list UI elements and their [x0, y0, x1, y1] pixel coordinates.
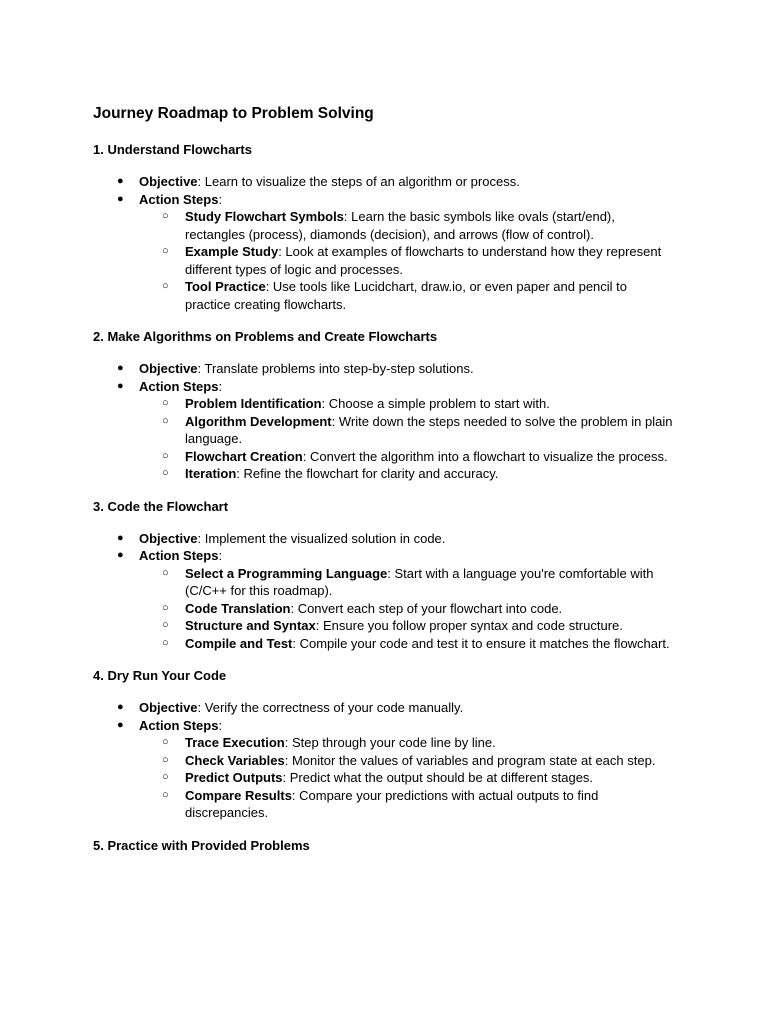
circle-bullet-icon: ○	[162, 245, 169, 257]
action-steps-item	[93, 717, 676, 822]
objective-text: : Translate problems into step-by-step solutions.	[197, 361, 474, 376]
step-text: : Compare your predictions with actual outputs to find discrepancies.	[185, 787, 599, 820]
section-heading: 3. Code the Flowchart	[93, 498, 229, 514]
circle-bullet-icon: ○	[162, 771, 169, 783]
objective-label: Objective	[139, 700, 198, 715]
circle-bullet-icon: ○	[162, 397, 169, 409]
step-text: : Look at examples of flowcharts to understand how they represent different types of logic and processes.	[185, 244, 662, 277]
step-item	[139, 413, 676, 448]
action-steps-colon: :	[218, 717, 223, 733]
step-text: : Refine the flowchart for clarity and accuracy.	[236, 466, 499, 481]
objective-item	[93, 173, 676, 191]
step-text: : Learn the basic symbols like ovals (start/end), rectangles (process), diamonds (decision), and arrows (flow of control).	[185, 209, 615, 242]
objective-label: Objective	[139, 361, 198, 376]
section-heading: 1. Understand Flowcharts	[93, 142, 252, 157]
step-item	[139, 787, 676, 822]
circle-bullet-icon: ○	[162, 636, 169, 649]
bullet-dot-icon: ●	[117, 175, 124, 187]
step-label: Compare Results	[185, 787, 292, 803]
step-text: : Convert each step of your flowchart into code.	[290, 600, 563, 616]
step-label: Iteration	[185, 466, 237, 481]
sub-list	[139, 734, 676, 822]
section-3	[93, 498, 676, 653]
step-label: Trace Execution	[185, 735, 285, 750]
step-item	[139, 448, 676, 466]
objective-item	[93, 699, 676, 717]
section-heading: 2. Make Algorithms on Problems and Create Flowcharts	[93, 329, 438, 344]
action-steps-label: Action Steps	[139, 548, 219, 563]
circle-bullet-icon: ○	[162, 280, 169, 292]
step-label: Study Flowchart Symbols	[185, 209, 344, 224]
objective-text: : Verify the correctness of your code manually.	[197, 700, 464, 715]
bullet-dot-icon: ●	[117, 192, 124, 205]
action-steps-item	[93, 378, 676, 483]
bullet-list	[93, 530, 676, 653]
bullet-dot-icon: ●	[117, 362, 124, 374]
step-item	[139, 243, 676, 278]
sub-list	[139, 208, 676, 313]
step-label: Algorithm Development	[185, 413, 332, 429]
step-item	[139, 600, 676, 618]
objective-text: : Learn to visualize the steps of an algorithm or process.	[197, 174, 520, 189]
action-steps-colon: :	[218, 548, 223, 563]
step-text: : Convert the algorithm into a flowchart to visualize the process.	[302, 448, 668, 464]
section-heading: 4. Dry Run Your Code	[93, 668, 227, 683]
bullet-dot-icon: ●	[117, 379, 124, 392]
step-text: : Use tools like Lucidchart, draw.io, or even paper and pencil to practice creating flowcharts.	[185, 279, 628, 312]
step-item	[139, 565, 676, 600]
action-steps-colon: :	[218, 378, 223, 394]
objective-label: Objective	[139, 530, 198, 546]
step-label: Example Study	[185, 244, 279, 259]
step-item	[139, 208, 676, 243]
step-text: : Start with a language you're comfortable with (C/C++ for this roadmap).	[185, 565, 654, 598]
action-steps-label: Action Steps	[139, 191, 219, 207]
bullet-dot-icon: ●	[117, 718, 124, 731]
step-item	[139, 617, 676, 635]
document-title: Journey Roadmap to Problem Solving	[93, 105, 374, 122]
step-text: : Write down the steps needed to solve the problem in plain language.	[185, 413, 673, 446]
step-item	[139, 278, 676, 313]
bullet-dot-icon: ●	[117, 701, 124, 713]
circle-bullet-icon: ○	[162, 619, 169, 631]
objective-text: : Implement the visualized solution in code.	[197, 530, 446, 546]
step-item	[139, 465, 676, 483]
action-steps-colon: :	[218, 191, 223, 207]
step-item	[139, 769, 676, 787]
circle-bullet-icon: ○	[162, 449, 169, 462]
step-text: : Step through your code line by line.	[284, 735, 496, 750]
circle-bullet-icon: ○	[162, 736, 169, 748]
section-4	[93, 667, 676, 822]
action-steps-label: Action Steps	[139, 717, 219, 733]
bullet-dot-icon: ●	[117, 531, 124, 544]
circle-bullet-icon: ○	[162, 566, 169, 579]
step-text: : Compile your code and test it to ensure it matches the flowchart.	[292, 635, 670, 651]
step-text: : Monitor the values of variables and program state at each step.	[284, 752, 656, 768]
step-text: : Choose a simple problem to start with.	[321, 396, 550, 411]
circle-bullet-icon: ○	[162, 467, 169, 479]
objective-label: Objective	[139, 174, 198, 189]
section-2	[93, 328, 676, 483]
step-text: : Ensure you follow proper syntax and code structure.	[315, 618, 623, 633]
circle-bullet-icon: ○	[162, 601, 169, 614]
objective-item	[93, 530, 676, 548]
sub-list	[139, 395, 676, 483]
action-steps-label: Action Steps	[139, 378, 219, 394]
step-label: Tool Practice	[185, 279, 266, 294]
objective-item	[93, 360, 676, 378]
bullet-list	[93, 173, 676, 313]
step-label: Compile and Test	[185, 635, 293, 651]
step-label: Structure and Syntax	[185, 618, 316, 633]
circle-bullet-icon: ○	[162, 414, 169, 427]
section-1	[93, 141, 676, 313]
step-label: Flowchart Creation	[185, 448, 303, 464]
sub-list	[139, 565, 676, 653]
bullet-list	[93, 360, 676, 483]
circle-bullet-icon: ○	[162, 753, 169, 766]
action-steps-item	[93, 191, 676, 314]
bullet-list	[93, 699, 676, 822]
step-label: Problem Identification	[185, 396, 322, 411]
step-item	[139, 752, 676, 770]
step-label: Predict Outputs	[185, 770, 283, 785]
action-steps-item	[93, 547, 676, 652]
bullet-dot-icon: ●	[117, 549, 124, 561]
circle-bullet-icon: ○	[162, 788, 169, 801]
step-item	[139, 395, 676, 413]
step-item	[139, 734, 676, 752]
step-label: Check Variables	[185, 752, 285, 768]
step-label: Select a Programming Language	[185, 565, 388, 581]
step-label: Code Translation	[185, 600, 291, 616]
step-text: : Predict what the output should be at different stages.	[282, 770, 594, 785]
step-item	[139, 635, 676, 653]
circle-bullet-icon: ○	[162, 210, 169, 222]
section-5-heading: 5. Practice with Provided Problems	[93, 837, 310, 853]
